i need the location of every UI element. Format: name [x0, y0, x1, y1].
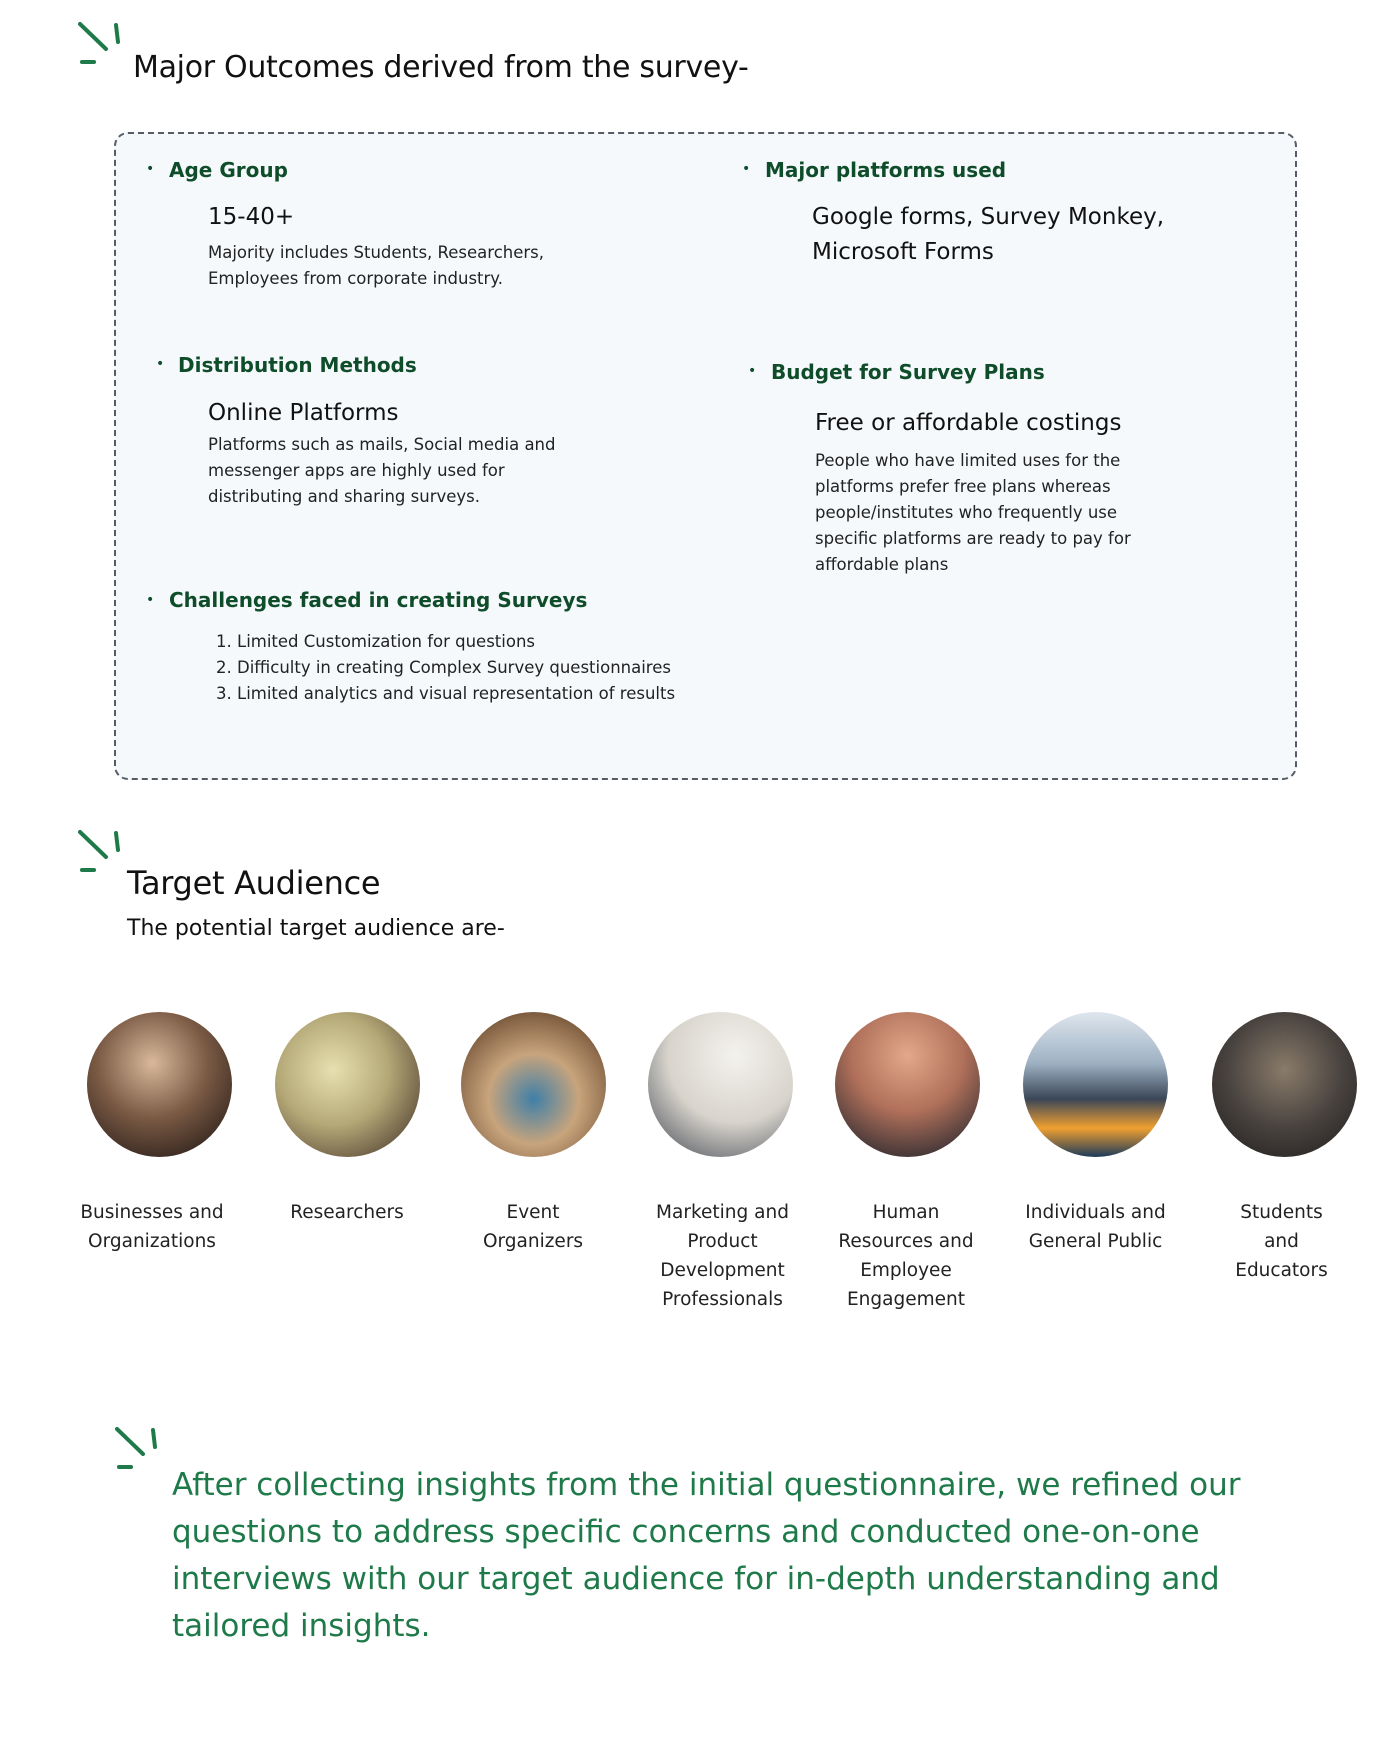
audience-label: Researchers: [290, 1202, 404, 1223]
distribution-description: Platforms such as mails, Social media and messenger apps are highly used for distributing and sharing surveys.: [208, 435, 556, 506]
challenges-heading: Challenges faced in creating Surveys: [169, 588, 588, 612]
challenge-text: Limited analytics and visual representation of results: [237, 684, 676, 703]
platforms-value-line1: Google forms, Survey Monkey,: [812, 204, 1165, 230]
challenge-text: Difficulty in creating Complex Survey questionnaires: [237, 658, 671, 677]
age-group-heading: Age Group: [169, 158, 288, 182]
distribution-heading: Distribution Methods: [178, 353, 417, 377]
bullet: •: [156, 356, 165, 372]
audience-label: Businesses and Organizations: [80, 1202, 224, 1252]
audience-subtitle: The potential target audience are-: [127, 916, 505, 941]
audience-label: Event Organizers: [482, 1202, 584, 1252]
sparkle-icon: [76, 20, 126, 70]
age-group-description: Majority includes Students, Researchers, Employees from corporate industry.: [208, 243, 544, 288]
challenge-text: Limited Customization for questions: [237, 632, 536, 651]
audience-label: Human Resources and Employee Engagement: [838, 1202, 974, 1310]
hr-photo: [835, 1012, 980, 1157]
section-title-outcomes: Major Outcomes derived from the survey-: [133, 50, 749, 85]
sparkle-icon: [113, 1425, 163, 1475]
audience-label: Students and Educators: [1235, 1202, 1328, 1281]
researchers-photo: [275, 1012, 420, 1157]
distribution-value: Online Platforms: [208, 400, 399, 426]
audience-label: Marketing and Product Development Professionals: [656, 1202, 789, 1310]
bullet: •: [748, 363, 757, 379]
students-photo: [1212, 1012, 1357, 1157]
section-title-audience: Target Audience: [127, 864, 381, 902]
budget-heading: Budget for Survey Plans: [771, 360, 1045, 384]
businesses-photo: [87, 1012, 232, 1157]
bullet: •: [742, 161, 751, 177]
challenge-item: 1. Limited Customization for questions: [216, 632, 536, 651]
platforms-heading: Major platforms used: [765, 158, 1007, 182]
audience-label: Individuals and General Public: [1025, 1202, 1166, 1252]
bullet: •: [146, 592, 155, 608]
challenge-item: 2. Difficulty in creating Complex Survey questionnaires: [216, 658, 671, 677]
challenge-item: 3. Limited analytics and visual representation of results: [216, 684, 676, 703]
sparkle-icon: [76, 828, 126, 878]
age-group-value: 15-40+: [208, 204, 295, 230]
budget-value: Free or affordable costings: [815, 410, 1122, 436]
general-public-photo: [1023, 1012, 1168, 1157]
event-organizers-photo: [461, 1012, 606, 1157]
platforms-value-line2: Microsoft Forms: [812, 239, 994, 265]
bullet: •: [146, 161, 155, 177]
budget-description: People who have limited uses for the platforms prefer free plans whereas people/institutes who frequently use specific platforms are ready to pay for affordable plans: [815, 451, 1131, 574]
conclusion-text: After collecting insights from the initial questionnaire, we refined our questions to address specific concerns and conducted one-on-one interviews with our target audience for in-depth understanding and tailored insights.: [172, 1467, 1241, 1644]
marketing-photo: [648, 1012, 793, 1157]
